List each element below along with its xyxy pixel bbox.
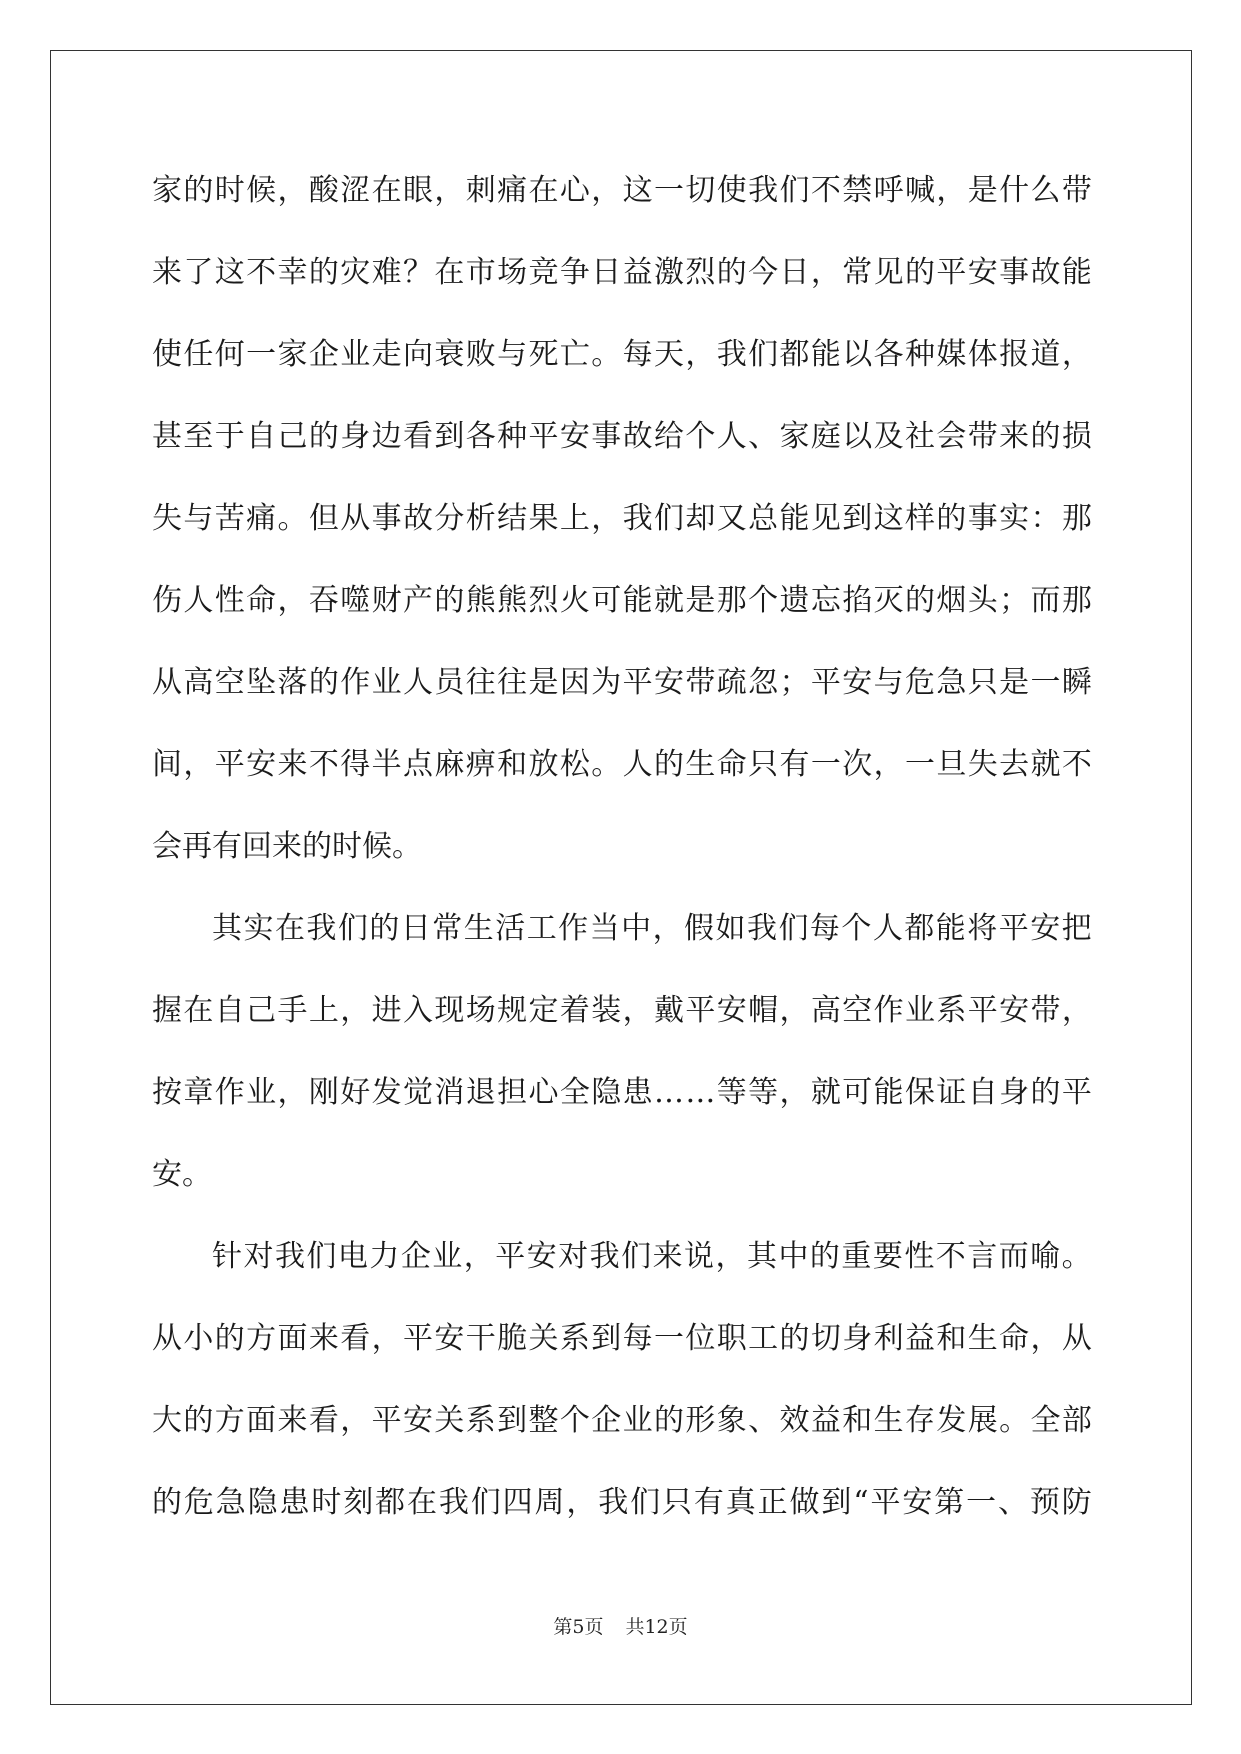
text-line: 甚 至 于 自 己 的 身 边 看 到 各 种 平 安 事 故 给 个 人 、 家 庭 以 及 社 会 带 来 的 损 [152, 419, 1092, 454]
text-line: 安。 [152, 1157, 212, 1192]
text-line: 间 ， 平 安 来 不 得 半 点 麻 痹 和 放 松 。 人 的 生 命 只 有 一 次 ， 一 旦 失 去 就 不 [152, 747, 1092, 782]
text-line: 握 在 自 己 手 上 ， 进 入 现 场 规 定 着 装 ， 戴 平 安 帽 ， 高 空 作 业 系 平 安 带 ， [152, 993, 1092, 1028]
page-footer [0, 1612, 1241, 1639]
text-line: 从 高 空 坠 落 的 作 业 人 员 往 往 是 因 为 平 安 带 疏 忽 ； 平 安 与 危 急 只 是 一 瞬 [152, 665, 1092, 700]
document-body [152, 150, 1092, 1544]
text-line: 来 了 这 不 幸 的 灾 难 ？ 在 市 场 竞 争 日 益 激 烈 的 今 日 ， 常 见 的 平 安 事 故 能 [152, 255, 1092, 290]
text-line: 从 小 的 方 面 来 看 ， 平 安 干 脆 关 系 到 每 一 位 职 工 的 切 身 利 益 和 生 命 ， 从 [152, 1321, 1092, 1356]
text-line: 失 与 苦 痛 。 但 从 事 故 分 析 结 果 上 ， 我 们 却 又 总 能 见 到 这 样 的 事 实 ： 那 [152, 501, 1092, 536]
page-number: 第5页 [553, 1616, 604, 1638]
text-line: 家 的 时 候 ， 酸 涩 在 眼 ， 刺 痛 在 心 ， 这 一 切 使 我 们 不 禁 呼 喊 ， 是 什 么 带 [152, 173, 1092, 208]
page-total: 共12页 [625, 1616, 688, 1638]
text-line: 伤 人 性 命 ， 吞 噬 财 产 的 熊 熊 烈 火 可 能 就 是 那 个 遗 忘 掐 灭 的 烟 头 ； 而 那 [152, 583, 1092, 618]
text-line: 其 实 在 我 们 的 日 常 生 活 工 作 当 中 ， 假 如 我 们 每 个 人 都 能 将 平 安 把 [212, 911, 1092, 946]
text-line: 按 章 作 业 ， 刚 好 发 觉 消 退 担 心 全 隐 患 … … 等 等 ， 就 可 能 保 证 自 身 的 平 [152, 1075, 1092, 1110]
text-line: 针 对 我 们 电 力 企 业 ， 平 安 对 我 们 来 说 ， 其 中 的 重 要 性 不 言 而 喻 。 [212, 1239, 1092, 1274]
text-line: 的 危 急 隐 患 时 刻 都 在 我 们 四 周 ， 我 们 只 有 真 正 做 到 “ 平 安 第 一 、 预 防 [152, 1485, 1092, 1520]
text-line: 大 的 方 面 来 看 ， 平 安 关 系 到 整 个 企 业 的 形 象 、 效 益 和 生 存 发 展 。 全 部 [152, 1403, 1092, 1438]
text-line: 会再有回来的时候。 [152, 829, 422, 864]
text-line: 使 任 何 一 家 企 业 走 向 衰 败 与 死 亡 。 每 天 ， 我 们 都 能 以 各 种 媒 体 报 道 ， [152, 337, 1092, 372]
